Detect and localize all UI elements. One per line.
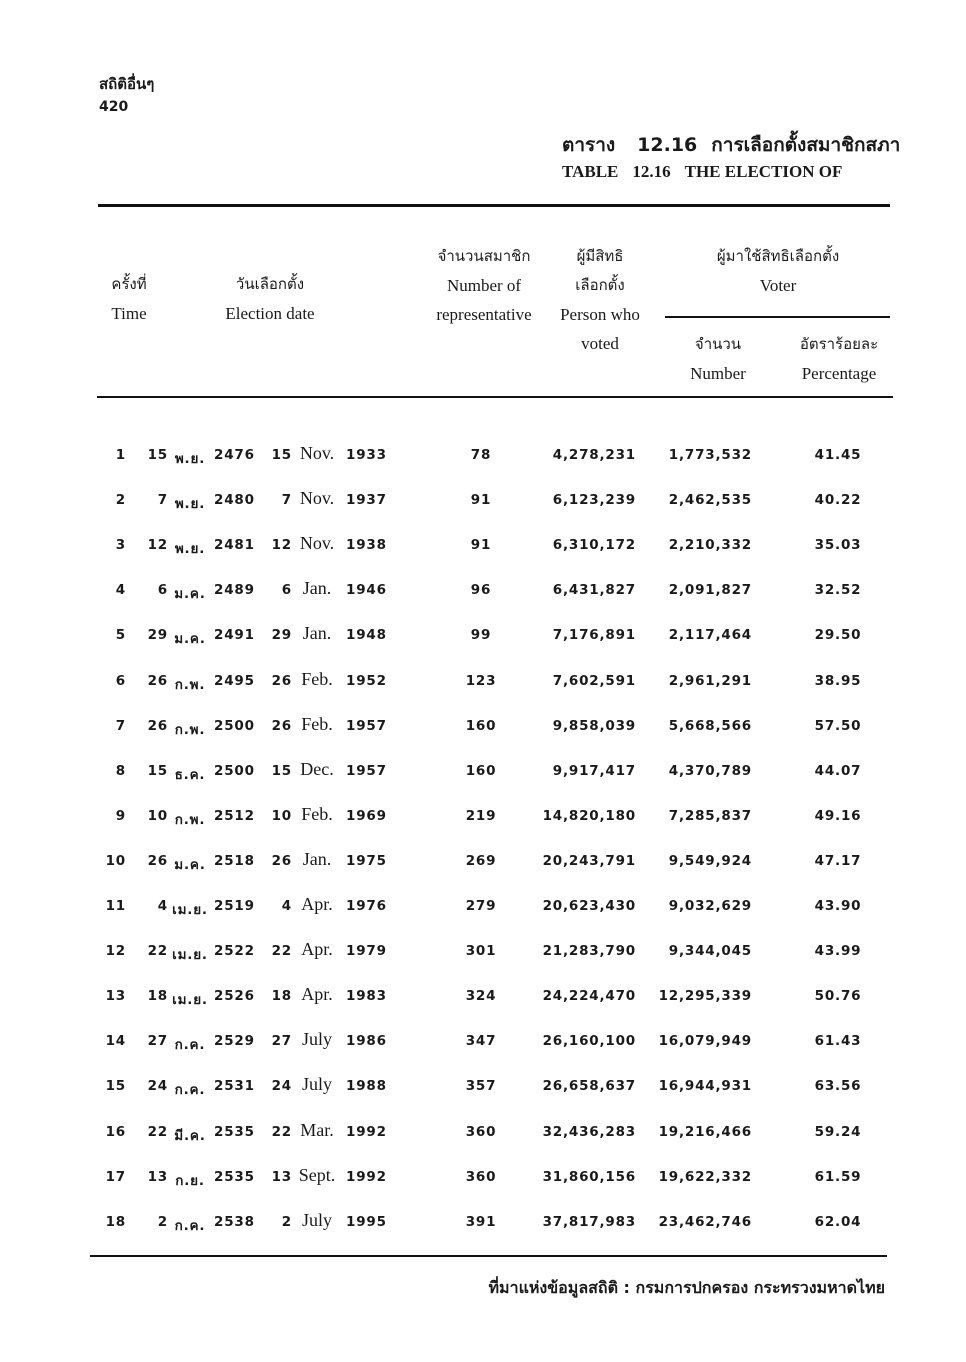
cell-eligible: 20,623,430	[542, 898, 636, 914]
cell-voters: 16,079,949	[658, 1033, 752, 1049]
cell-time: 11	[105, 898, 126, 914]
header-time-english: Time	[111, 304, 147, 323]
cell-voters: 23,462,746	[658, 1214, 752, 1230]
cell-thai-month: ก.พ.	[174, 722, 206, 738]
cell-representatives: 160	[465, 763, 497, 779]
cell-voters: 9,344,045	[668, 943, 752, 959]
header-pct-thai: อัตราร้อยละ	[799, 335, 879, 353]
cell-voters: 16,944,931	[658, 1078, 752, 1094]
cell-eng-day: 4	[281, 898, 292, 914]
cell-thai-day: 18	[147, 988, 168, 1004]
cell-percentage: 61.59	[814, 1169, 862, 1185]
cell-thai-day: 13	[147, 1169, 168, 1185]
cell-eng-year: 1992	[346, 1169, 387, 1185]
cell-voters: 2,210,332	[668, 537, 752, 553]
cell-representatives: 279	[465, 898, 497, 914]
cell-thai-day: 24	[147, 1078, 168, 1094]
cell-eligible: 26,658,637	[542, 1078, 636, 1094]
cell-thai-month: เม.ย.	[172, 947, 208, 963]
cell-thai-day: 10	[147, 808, 168, 824]
cell-eng-day: 12	[271, 537, 292, 553]
cell-eng-year: 1992	[346, 1124, 387, 1140]
cell-eng-year: 1957	[346, 763, 387, 779]
cell-eng-month: Apr.	[301, 894, 333, 914]
cell-time: 6	[115, 673, 126, 689]
cell-representatives: 99	[470, 627, 492, 643]
cell-eng-day: 27	[271, 1033, 292, 1049]
header-rep-thai: จำนวนสมาชิก	[437, 247, 531, 265]
cell-percentage: 61.43	[814, 1033, 862, 1049]
cell-thai-day: 22	[147, 1124, 168, 1140]
cell-thai-year: 2535	[214, 1169, 255, 1185]
cell-voters: 19,216,466	[658, 1124, 752, 1140]
cell-eng-day: 15	[271, 447, 292, 463]
cell-thai-year: 2489	[214, 582, 255, 598]
cell-voters: 4,370,789	[668, 763, 752, 779]
cell-eligible: 6,123,239	[552, 492, 636, 508]
cell-eng-day: 2	[281, 1214, 292, 1230]
cell-thai-month: ก.พ.	[174, 812, 206, 828]
cell-eng-day: 13	[271, 1169, 292, 1185]
cell-voters: 2,961,291	[668, 673, 752, 689]
cell-voters: 9,549,924	[668, 853, 752, 869]
cell-eligible: 7,602,591	[552, 673, 636, 689]
cell-thai-year: 2518	[214, 853, 255, 869]
cell-thai-day: 26	[147, 673, 168, 689]
title-english-prefix: TABLE	[562, 162, 619, 181]
cell-eng-year: 1952	[346, 673, 387, 689]
cell-representatives: 160	[465, 718, 497, 734]
table-header-rule	[97, 396, 893, 398]
cell-thai-month: ก.ค.	[174, 1218, 206, 1234]
cell-thai-month: ธ.ค.	[174, 767, 206, 783]
cell-eng-day: 22	[271, 1124, 292, 1140]
cell-eng-month: July	[301, 1074, 332, 1094]
table-bottom-rule	[90, 1255, 887, 1257]
cell-representatives: 391	[465, 1214, 497, 1230]
cell-eng-year: 1933	[346, 447, 387, 463]
header-eligible-thai-2: เลือกตั้ง	[575, 276, 625, 294]
header-eligible-english-2: voted	[581, 334, 619, 353]
header-voter-group	[668, 242, 888, 300]
cell-eng-day: 18	[271, 988, 292, 1004]
cell-eng-day: 7	[281, 492, 292, 508]
cell-voters: 2,091,827	[668, 582, 752, 598]
header-time	[98, 270, 160, 328]
cell-voters: 7,285,837	[668, 808, 752, 824]
cell-thai-year: 2500	[214, 718, 255, 734]
cell-thai-month: ก.ค.	[174, 1037, 206, 1053]
cell-eng-day: 24	[271, 1078, 292, 1094]
cell-percentage: 49.16	[814, 808, 862, 824]
cell-thai-month: ก.ย.	[175, 1173, 205, 1189]
cell-thai-month: เม.ย.	[172, 992, 208, 1008]
cell-time: 3	[115, 537, 126, 553]
cell-eng-month: Nov.	[299, 533, 335, 553]
cell-eligible: 6,310,172	[552, 537, 636, 553]
cell-thai-day: 6	[157, 582, 168, 598]
cell-eligible: 4,278,231	[552, 447, 636, 463]
cell-time: 15	[105, 1078, 126, 1094]
cell-eng-day: 6	[281, 582, 292, 598]
cell-thai-month: ก.พ.	[174, 677, 206, 693]
cell-eng-month: Feb.	[301, 669, 333, 689]
page-number: 420	[99, 99, 129, 115]
header-representatives	[424, 242, 544, 329]
cell-thai-day: 15	[147, 763, 168, 779]
cell-thai-year: 2529	[214, 1033, 255, 1049]
cell-time: 2	[115, 492, 126, 508]
cell-thai-year: 2538	[214, 1214, 255, 1230]
cell-eng-month: Apr.	[301, 984, 333, 1004]
cell-eng-year: 1957	[346, 718, 387, 734]
cell-eng-day: 26	[271, 673, 292, 689]
cell-time: 18	[105, 1214, 126, 1230]
cell-representatives: 91	[470, 492, 492, 508]
cell-thai-year: 2531	[214, 1078, 255, 1094]
cell-thai-day: 4	[157, 898, 168, 914]
title-number: 12.16	[637, 134, 698, 156]
cell-thai-year: 2495	[214, 673, 255, 689]
cell-eng-month: Nov.	[299, 443, 335, 463]
cell-thai-year: 2481	[214, 537, 255, 553]
header-eligible-thai-1: ผู้มีสิทธิ	[576, 247, 624, 265]
cell-eng-year: 1988	[346, 1078, 387, 1094]
cell-eng-year: 1937	[346, 492, 387, 508]
table-title-english	[562, 162, 842, 182]
header-rep-english-2: representative	[436, 305, 532, 324]
cell-eng-day: 29	[271, 627, 292, 643]
cell-eng-month: Jan.	[302, 849, 332, 869]
cell-eng-year: 1975	[346, 853, 387, 869]
cell-time: 1	[115, 447, 126, 463]
header-number-english: Number	[690, 364, 746, 383]
cell-representatives: 357	[465, 1078, 497, 1094]
header-date-english: Election date	[225, 304, 315, 323]
header-eligible-voters	[548, 242, 652, 358]
cell-eng-day: 15	[271, 763, 292, 779]
cell-time: 7	[115, 718, 126, 734]
header-number-thai: จำนวน	[694, 335, 742, 353]
cell-thai-month: พ.ย.	[174, 496, 206, 512]
cell-thai-day: 26	[147, 718, 168, 734]
cell-eng-day: 22	[271, 943, 292, 959]
cell-time: 5	[115, 627, 126, 643]
cell-percentage: 44.07	[814, 763, 862, 779]
cell-representatives: 219	[465, 808, 497, 824]
cell-thai-year: 2519	[214, 898, 255, 914]
cell-thai-day: 26	[147, 853, 168, 869]
cell-thai-day: 2	[157, 1214, 168, 1230]
cell-eng-year: 1995	[346, 1214, 387, 1230]
cell-time: 10	[105, 853, 126, 869]
cell-eligible: 9,917,417	[552, 763, 636, 779]
cell-eligible: 9,858,039	[552, 718, 636, 734]
cell-percentage: 40.22	[814, 492, 862, 508]
cell-thai-day: 7	[157, 492, 168, 508]
cell-thai-month: พ.ย.	[174, 451, 206, 467]
cell-time: 13	[105, 988, 126, 1004]
cell-eligible: 24,224,470	[542, 988, 636, 1004]
cell-representatives: 78	[470, 447, 492, 463]
cell-representatives: 324	[465, 988, 497, 1004]
cell-thai-month: ม.ค.	[174, 631, 206, 647]
cell-voters: 9,032,629	[668, 898, 752, 914]
cell-eligible: 21,283,790	[542, 943, 636, 959]
cell-percentage: 43.99	[814, 943, 862, 959]
cell-time: 17	[105, 1169, 126, 1185]
cell-representatives: 96	[470, 582, 492, 598]
cell-thai-year: 2491	[214, 627, 255, 643]
cell-eng-year: 1948	[346, 627, 387, 643]
section-label: สถิติอื่นๆ	[99, 75, 155, 93]
cell-percentage: 38.95	[814, 673, 862, 689]
cell-voters: 19,622,332	[658, 1169, 752, 1185]
cell-eng-month: Dec.	[300, 759, 334, 779]
cell-percentage: 50.76	[814, 988, 862, 1004]
cell-voters: 1,773,532	[668, 447, 752, 463]
cell-percentage: 63.56	[814, 1078, 862, 1094]
header-pct-english: Percentage	[801, 364, 877, 383]
cell-eng-month: July	[301, 1210, 332, 1230]
cell-thai-day: 15	[147, 447, 168, 463]
cell-time: 12	[105, 943, 126, 959]
cell-thai-year: 2535	[214, 1124, 255, 1140]
cell-eng-year: 1979	[346, 943, 387, 959]
cell-thai-year: 2480	[214, 492, 255, 508]
cell-time: 9	[115, 808, 126, 824]
header-time-thai: ครั้งที่	[111, 275, 147, 293]
cell-thai-month: พ.ย.	[174, 541, 206, 557]
cell-eng-year: 1946	[346, 582, 387, 598]
cell-representatives: 123	[465, 673, 497, 689]
cell-percentage: 43.90	[814, 898, 862, 914]
voter-group-rule	[665, 316, 890, 318]
cell-eng-month: Mar.	[300, 1120, 334, 1140]
cell-eng-year: 1976	[346, 898, 387, 914]
cell-time: 4	[115, 582, 126, 598]
cell-thai-month: ม.ค.	[174, 857, 206, 873]
cell-thai-day: 22	[147, 943, 168, 959]
cell-eng-year: 1983	[346, 988, 387, 1004]
cell-eligible: 37,817,983	[542, 1214, 636, 1230]
cell-representatives: 360	[465, 1169, 497, 1185]
cell-representatives: 269	[465, 853, 497, 869]
cell-eng-year: 1969	[346, 808, 387, 824]
cell-thai-day: 29	[147, 627, 168, 643]
cell-eng-month: Nov.	[299, 488, 335, 508]
cell-voters: 2,462,535	[668, 492, 752, 508]
cell-eng-month: July	[301, 1029, 332, 1049]
cell-eng-month: Apr.	[301, 939, 333, 959]
cell-percentage: 62.04	[814, 1214, 862, 1230]
cell-eng-year: 1986	[346, 1033, 387, 1049]
cell-thai-day: 27	[147, 1033, 168, 1049]
cell-percentage: 35.03	[814, 537, 862, 553]
cell-eng-year: 1938	[346, 537, 387, 553]
cell-percentage: 29.50	[814, 627, 862, 643]
cell-eligible: 32,436,283	[542, 1124, 636, 1140]
cell-voters: 2,117,464	[668, 627, 752, 643]
cell-time: 14	[105, 1033, 126, 1049]
cell-thai-year: 2500	[214, 763, 255, 779]
cell-thai-year: 2476	[214, 447, 255, 463]
header-eligible-english-1: Person who	[560, 305, 640, 324]
cell-representatives: 91	[470, 537, 492, 553]
cell-eligible: 14,820,180	[542, 808, 636, 824]
cell-eligible: 26,160,100	[542, 1033, 636, 1049]
cell-time: 16	[105, 1124, 126, 1140]
cell-eng-month: Jan.	[302, 623, 332, 643]
cell-time: 8	[115, 763, 126, 779]
cell-eng-day: 26	[271, 718, 292, 734]
cell-eligible: 7,176,891	[552, 627, 636, 643]
title-english-text: THE ELECTION OF	[684, 162, 843, 181]
header-voter-english: Voter	[759, 276, 797, 295]
cell-percentage: 32.52	[814, 582, 862, 598]
title-thai-prefix: ตาราง	[562, 134, 616, 156]
header-voter-number	[666, 330, 770, 388]
cell-eligible: 31,860,156	[542, 1169, 636, 1185]
cell-eligible: 20,243,791	[542, 853, 636, 869]
cell-representatives: 301	[465, 943, 497, 959]
cell-eng-month: Sept.	[298, 1165, 336, 1185]
cell-thai-day: 12	[147, 537, 168, 553]
table-top-rule	[98, 204, 890, 207]
cell-thai-month: ก.ค.	[174, 1082, 206, 1098]
cell-thai-month: มี.ค.	[174, 1128, 206, 1144]
cell-thai-year: 2512	[214, 808, 255, 824]
cell-thai-year: 2526	[214, 988, 255, 1004]
table-title-thai	[562, 130, 900, 160]
cell-eng-month: Jan.	[302, 578, 332, 598]
title-number-en: 12.16	[632, 162, 671, 181]
header-rep-english-1: Number of	[446, 276, 522, 295]
cell-percentage: 59.24	[814, 1124, 862, 1140]
cell-eng-day: 10	[271, 808, 292, 824]
cell-representatives: 360	[465, 1124, 497, 1140]
cell-eng-month: Feb.	[301, 804, 333, 824]
cell-thai-year: 2522	[214, 943, 255, 959]
header-voter-thai: ผู้มาใช้สิทธิเลือกตั้ง	[716, 247, 840, 265]
cell-eligible: 6,431,827	[552, 582, 636, 598]
cell-percentage: 57.50	[814, 718, 862, 734]
cell-representatives: 347	[465, 1033, 497, 1049]
cell-percentage: 41.45	[814, 447, 862, 463]
header-date-thai: วันเลือกตั้ง	[235, 275, 305, 293]
cell-voters: 5,668,566	[668, 718, 752, 734]
header-election-date	[200, 270, 340, 328]
cell-percentage: 47.17	[814, 853, 862, 869]
cell-thai-month: เม.ย.	[172, 902, 208, 918]
header-voter-percentage	[784, 330, 894, 388]
cell-eng-month: Feb.	[301, 714, 333, 734]
source-note: ที่มาแห่งข้อมูลสถิติ : กรมการปกครอง กระทรวงมหาดไทย	[488, 1278, 885, 1297]
cell-thai-month: ม.ค.	[174, 586, 206, 602]
cell-eng-day: 26	[271, 853, 292, 869]
title-thai-text: การเลือกตั้งสมาชิกสภา	[711, 134, 901, 156]
cell-voters: 12,295,339	[658, 988, 752, 1004]
